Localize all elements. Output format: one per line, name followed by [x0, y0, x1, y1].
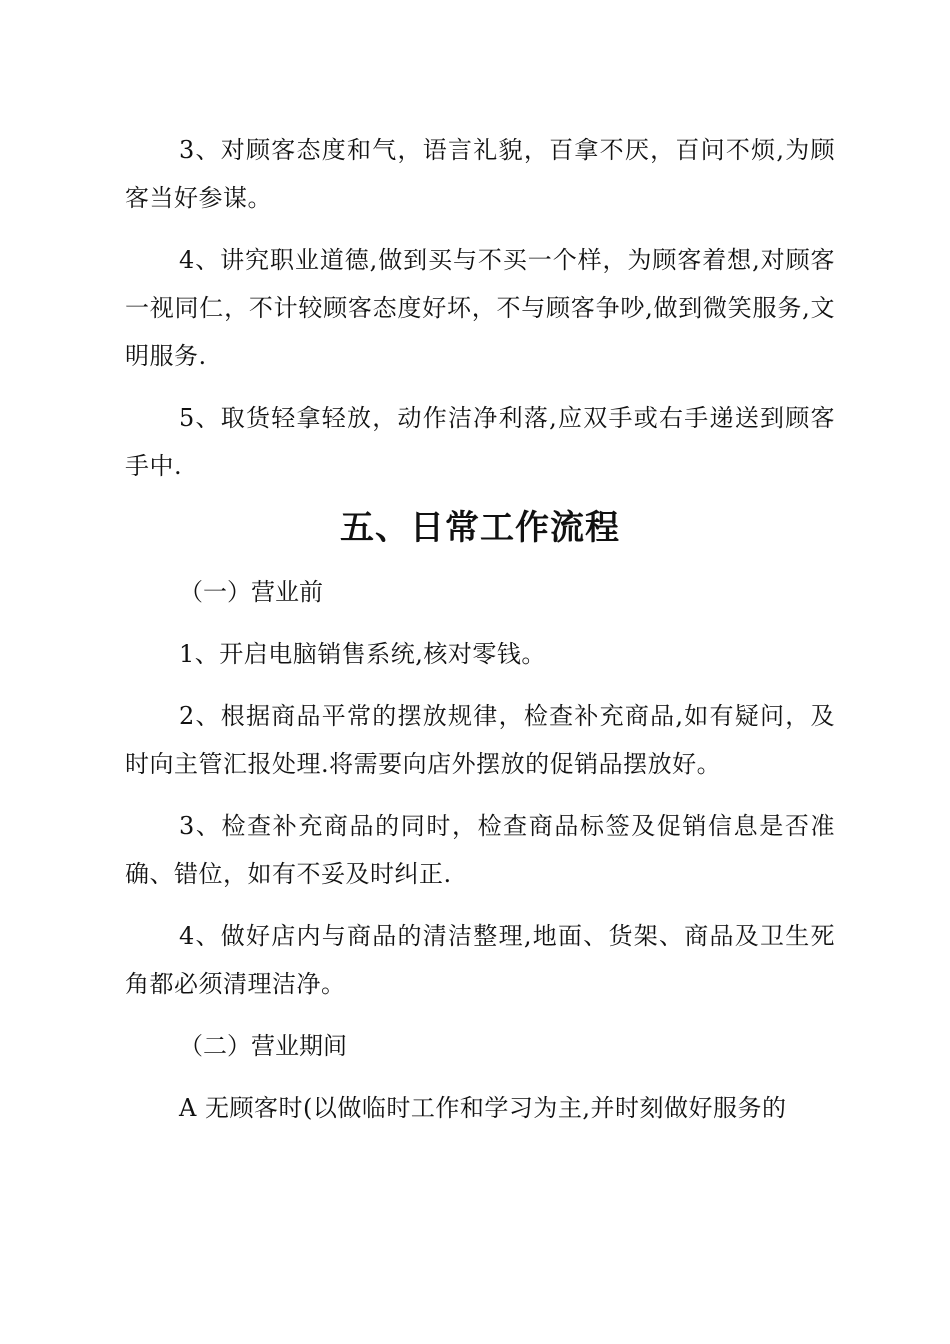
document-body [125, 126, 835, 1146]
subheading-during-business: （二）营业期间 [179, 1032, 347, 1060]
paragraph-before-open-2: 2、根据商品平常的摆放规律，检查补充商品,如有疑问，及时向主管汇报处理.将需要向店外摆放的促销品摆放好。 [125, 702, 835, 778]
paragraph-before-open-3: 3、检查补充商品的同时，检查商品标签及促销信息是否准确、错位，如有不妥及时纠正. [125, 812, 835, 888]
paragraph-service-3: 3、对顾客态度和气，语言礼貌，百拿不厌，百问不烦,为顾客当好参谋。 [125, 136, 835, 212]
subheading-before-open: （一）营业前 [179, 578, 323, 606]
section-heading: 五、日常工作流程 [340, 508, 620, 548]
paragraph-before-open-4: 4、做好店内与商品的清洁整理,地面、货架、商品及卫生死角都必须清理洁净。 [125, 922, 835, 998]
paragraph-service-4: 4、讲究职业道德,做到买与不买一个样，为顾客着想,对顾客一视同仁，不计较顾客态度好坏，不与顾客争吵,做到微笑服务,文明服务. [125, 246, 835, 370]
paragraph-no-customer: A 无顾客时(以做临时工作和学习为主,并时刻做好服务的 [179, 1094, 787, 1122]
paragraph-service-5: 5、取货轻拿轻放，动作洁净利落,应双手或右手递送到顾客手中. [125, 404, 835, 480]
paragraph-before-open-1: 1、开启电脑销售系统,核对零钱。 [179, 640, 546, 668]
